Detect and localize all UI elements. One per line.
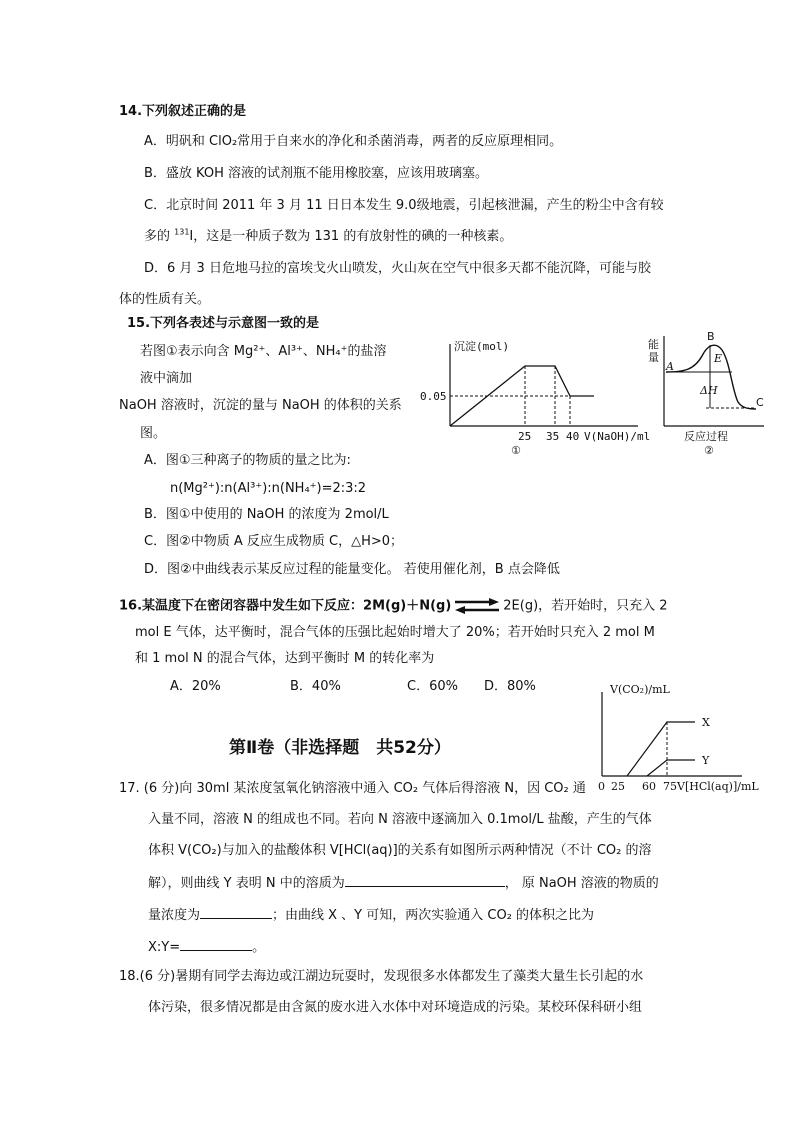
q15-option-d: D．图②中曲线表示某反应过程的能量变化。 若使用催化剂，B 点会降低 — [144, 562, 560, 577]
chart3-tick-0: 0 — [598, 780, 605, 793]
precipitate-chart — [418, 336, 660, 458]
energy-diagram — [644, 328, 772, 458]
q17-line4: 解），则曲线 Y 表明 N 中的溶质为 ， 原 NaOH 溶液的物质的 — [148, 876, 659, 891]
q16-stem-line1: 16.某温度下在密闭容器中发生如下反应：2M(g)＋N(g) 2E(g)，若开始时，只充入 2 — [119, 598, 668, 614]
chart2-label-dh: ΔH — [700, 384, 718, 397]
q15-option-b: B．图①中使用的 NaOH 的浓度为 2mol/L — [144, 507, 389, 522]
q17-line5: 量浓度为 ；由曲线 X 、Y 可知，两次实验通入 CO₂ 的体积之比为 — [148, 908, 595, 923]
chart1-y-axis-label: 沉淀(mol) — [454, 340, 510, 353]
q14-option-d-line2: 体的性质有关。 — [119, 292, 211, 307]
q14-option-b: B．盛放 KOH 溶液的试剂瓶不能用橡胶塞，应该用玻璃塞。 — [144, 166, 489, 181]
q18-line1: 18.(6 分)暑期有同学去海边或江湖边玩耍时，发现很多水体都发生了藻类大量生长引起的水 — [119, 969, 644, 984]
co2-hcl-chart — [592, 680, 762, 796]
q15-condition-line1: 若图①表示向含 Mg²⁺、Al³⁺、NH₄⁺的盐溶 — [140, 344, 387, 359]
chart2-caption: ② — [704, 444, 714, 457]
chart1-tick-35: 35 — [546, 430, 560, 443]
q16-stem-line2: mol E 气体，达平衡时，混合气体的压强比起始时增大了 20%；若开始时只充入 2 mol M — [135, 625, 655, 640]
chart3-label-y: Y — [702, 754, 710, 767]
section-title: 第Ⅱ卷（非选择题 共52分） — [229, 738, 451, 758]
q14-option-c-line1: C．北京时间 2011 年 3 月 11 日日本发生 9.0级地震，引起核泄漏，产生的粉尘中含有较 — [144, 198, 664, 213]
q16-stem-line3: 和 1 mol N 的混合气体，达到平衡时 M 的转化率为 — [135, 651, 435, 666]
q17-line6: X:Y= 。 — [148, 940, 266, 955]
q15-option-c: C．图②中物质 A 反应生成物质 C，△H>0； — [144, 534, 404, 549]
chart1-tick-40: 40 — [566, 430, 580, 443]
chart1-x-axis-label: V(NaOH)/ml — [584, 430, 651, 443]
q16-option-a: A．20% — [170, 679, 221, 694]
equilibrium-arrow-icon — [453, 598, 501, 614]
blank-ratio-answer[interactable] — [180, 938, 252, 951]
q15-option-a-line1: A．图①三种离子的物质的量之比为: — [144, 453, 351, 468]
q15-condition-line3: NaOH 溶液时，沉淀的量与 NaOH 的体积的关系 — [119, 398, 402, 413]
chart2-y-label-1: 能 — [648, 338, 659, 351]
q15-stem: 15.下列各表述与示意图一致的是 — [127, 316, 320, 331]
blank-concentration-answer[interactable] — [200, 906, 272, 919]
q17-line2: 入量不同，溶液 N 的组成也不同。若向 N 溶液中逐滴加入 0.1mol/L 盐酸，产生的气体 — [148, 812, 652, 827]
chart3-series-x — [627, 722, 695, 776]
q14-option-c-line2: 多的 $^{131}$I，这是一种质子数为 131 的有放射性的碘的一种核素。 — [144, 227, 513, 244]
q14-stem: 14.下列叙述正确的是 — [119, 104, 247, 119]
q14-option-a: A．明矾和 ClO₂常用于自来水的净化和杀菌消毒，两者的反应原理相同。 — [144, 134, 563, 149]
chart1-tick-005: 0.05 — [420, 390, 447, 403]
q15-condition-line4: 图。 — [140, 426, 167, 441]
q15-condition-line2: 液中滴加 — [140, 371, 193, 386]
chart3-tick-60: 60 — [642, 780, 656, 793]
isotope-mass-number: 131 — [174, 227, 190, 237]
chart2-label-e: E — [714, 352, 723, 365]
chart1-guide-lines — [450, 366, 570, 426]
chart2-label-c: C — [756, 396, 764, 409]
q18-line2: 体污染，很多情况都是由含氮的废水进入水体中对环境造成的污染。某校环保科研小组 — [148, 1000, 643, 1015]
q16-option-b: B．40% — [290, 679, 341, 694]
chart3-series-y — [647, 760, 695, 776]
chart1-caption: ① — [511, 444, 521, 457]
chart3-tick-75: 75 — [663, 780, 677, 793]
chart2-energy-curve — [666, 345, 756, 409]
chart3-x-axis-label: V[HCl(aq)]/mL — [677, 780, 759, 793]
chart2-x-axis-label: 反应过程 — [684, 430, 728, 443]
q14-option-d-line1: D．6 月 3 日危地马拉的富埃戈火山喷发，火山灰在空气中很多天都不能沉降，可能与胶 — [144, 261, 651, 276]
chart2-y-label-2: 量 — [648, 351, 659, 364]
q17-line3: 体积 V(CO₂)与加入的盐酸体积 V[HCl(aq)]的关系有如图所示两种情况（不计 CO₂ 的溶 — [148, 843, 652, 858]
chart1-tick-25: 25 — [518, 430, 532, 443]
chart3-label-x: X — [702, 716, 710, 729]
blank-solute-answer[interactable] — [345, 874, 505, 887]
q15-option-a-line2: n(Mg²⁺):n(Al³⁺):n(NH₄⁺)=2:3:2 — [170, 481, 367, 496]
q17-line1: 17. (6 分)向 30ml 某浓度氢氧化钠溶液中通入 CO₂ 气体后得溶液 N，因 CO₂ 通 — [119, 781, 586, 796]
chart3-y-axis-label: V(CO₂)/mL — [610, 683, 670, 696]
q16-option-c: C．60% — [407, 679, 458, 694]
chart2-label-b: B — [707, 330, 715, 343]
chart2-label-a: A — [666, 360, 674, 373]
q16-option-d: D．80% — [484, 679, 536, 694]
chart3-tick-25: 25 — [611, 780, 625, 793]
